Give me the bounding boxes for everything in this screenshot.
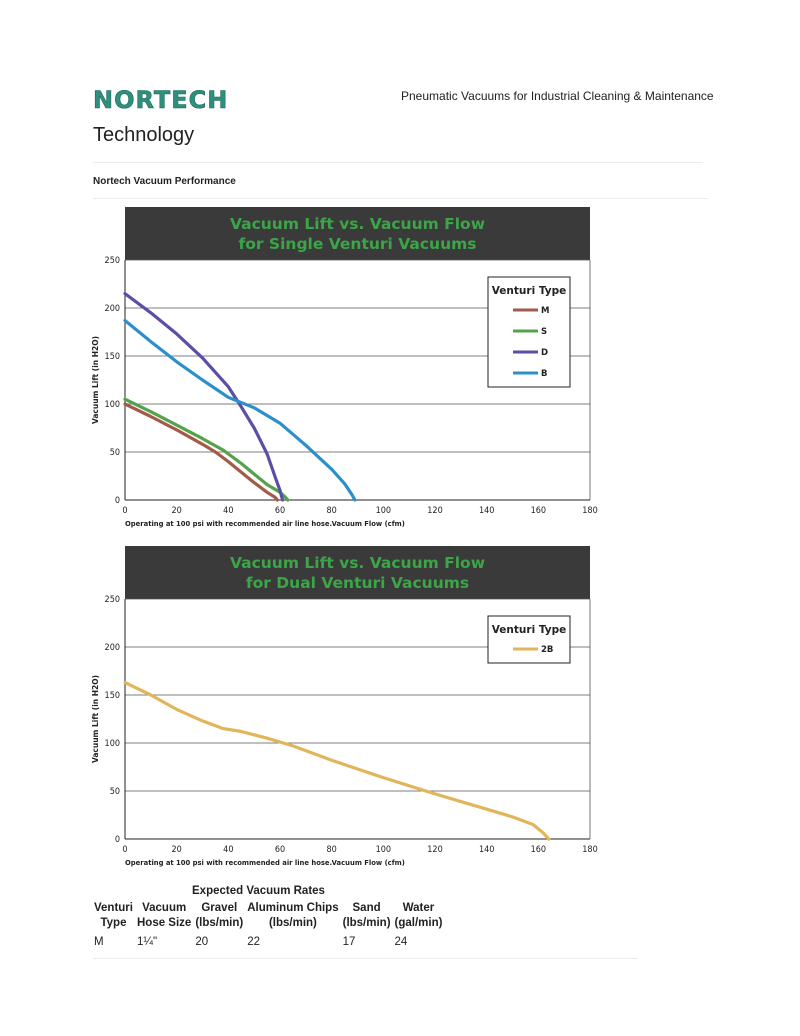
x-tick-label: 40 [223, 506, 234, 516]
rates-header-line: (lbs/min) [342, 917, 391, 929]
chart-subtitle: for Single Venturi Vacuums [238, 235, 477, 253]
x-axis-label: Vacuum Flow (cfm) [331, 859, 405, 867]
nortech-logo: NORTECH [93, 86, 229, 114]
x-tick-label: 140 [478, 506, 495, 516]
rates-header-line: (gal/min) [394, 917, 443, 929]
x-tick-label: 120 [427, 506, 443, 516]
chart-note: Operating at 100 psi with recommended air line hose. [125, 859, 333, 867]
rates-title: Expected Vacuum Rates [192, 885, 325, 897]
rates-header-line: Sand [352, 902, 381, 914]
y-tick-label: 150 [104, 691, 120, 701]
x-tick-label: 120 [427, 845, 443, 855]
x-tick-label: 60 [274, 845, 286, 855]
rates-header-cell [92, 901, 135, 931]
rates-header-line: Type [100, 917, 127, 929]
table-row [92, 931, 444, 949]
table-cell: 24 [394, 936, 408, 948]
legend-label-D: D [541, 348, 549, 358]
rates-header-line: Water [402, 902, 435, 914]
y-tick-label: 250 [104, 595, 120, 605]
x-tick-label: 100 [375, 506, 392, 516]
y-axis-label: Vacuum Lift (in H2O) [91, 674, 100, 764]
table-cell: 22 [247, 936, 261, 948]
dual-venturi-chart [85, 546, 605, 881]
x-tick-label: 20 [171, 506, 182, 516]
x-tick-label: 20 [171, 845, 182, 855]
chart-title: Vacuum Lift vs. Vacuum Flow [229, 215, 486, 233]
table-cell: 1¼" [136, 936, 158, 948]
x-tick-label: 180 [582, 506, 598, 516]
legend-label-B: B [541, 369, 548, 379]
x-tick-label: 80 [326, 506, 337, 516]
legend-title: Venturi Type [491, 624, 567, 636]
rates-header-line: (lbs/min) [195, 917, 244, 929]
x-tick-label: 180 [582, 845, 598, 855]
rates-header-line: Venturi [94, 902, 133, 914]
chart-subtitle: for Dual Venturi Vacuums [245, 574, 470, 592]
rates-header-cell [341, 901, 393, 931]
rates-header-line: Aluminum Chips [247, 902, 339, 914]
y-tick-label: 200 [104, 643, 120, 653]
divider [93, 198, 708, 199]
y-tick-label: 100 [104, 739, 120, 749]
x-tick-label: 0 [122, 506, 128, 516]
divider [93, 958, 638, 959]
series-line-2B [125, 683, 549, 840]
rates-table [92, 901, 444, 949]
y-tick-label: 0 [114, 835, 120, 845]
y-tick-label: 50 [109, 787, 120, 797]
chart-note: Operating at 100 psi with recommended air line hose. [125, 520, 333, 528]
rates-header-line: Hose Size [136, 917, 192, 929]
rates-header-cell [245, 901, 340, 931]
rates-header-line: Gravel [201, 902, 238, 914]
chart-title: Vacuum Lift vs. Vacuum Flow [229, 554, 486, 572]
header-tagline: Pneumatic Vacuums for Industrial Cleaning & Maintenance [401, 89, 714, 103]
rates-header-row [92, 901, 444, 931]
rates-header-cell [393, 901, 445, 931]
legend-label-S: S [541, 327, 548, 337]
table-cell: 20 [195, 936, 209, 948]
series-line-D [125, 294, 283, 500]
y-tick-label: 0 [114, 496, 120, 506]
rates-body [92, 931, 444, 949]
single-venturi-chart [85, 207, 605, 542]
x-tick-label: 80 [326, 845, 337, 855]
y-tick-label: 100 [104, 400, 120, 410]
x-axis-label: Vacuum Flow (cfm) [331, 520, 405, 528]
x-tick-label: 40 [223, 845, 234, 855]
divider [93, 162, 703, 163]
table-cell: 17 [342, 936, 356, 948]
x-tick-label: 160 [530, 506, 547, 516]
x-tick-label: 140 [478, 845, 495, 855]
table-cell: M [94, 936, 104, 948]
section-title: Nortech Vacuum Performance [93, 176, 236, 187]
rates-header-line: (lbs/min) [268, 917, 317, 929]
y-tick-label: 250 [104, 256, 120, 266]
y-tick-label: 200 [104, 304, 120, 314]
y-tick-label: 150 [104, 352, 120, 362]
legend-label-M: M [541, 306, 550, 316]
rates-header-cell [135, 901, 193, 931]
x-tick-label: 60 [274, 506, 286, 516]
y-tick-label: 50 [109, 448, 120, 458]
rates-header-line: Vacuum [142, 902, 187, 914]
legend-title: Venturi Type [491, 285, 567, 297]
legend-label-2B: 2B [541, 645, 554, 655]
x-tick-label: 160 [530, 845, 547, 855]
y-axis-label: Vacuum Lift (in H2O) [91, 335, 100, 425]
rates-header-cell [193, 901, 245, 931]
x-tick-label: 100 [375, 845, 392, 855]
page-title: Technology [93, 124, 195, 146]
x-tick-label: 0 [122, 845, 128, 855]
